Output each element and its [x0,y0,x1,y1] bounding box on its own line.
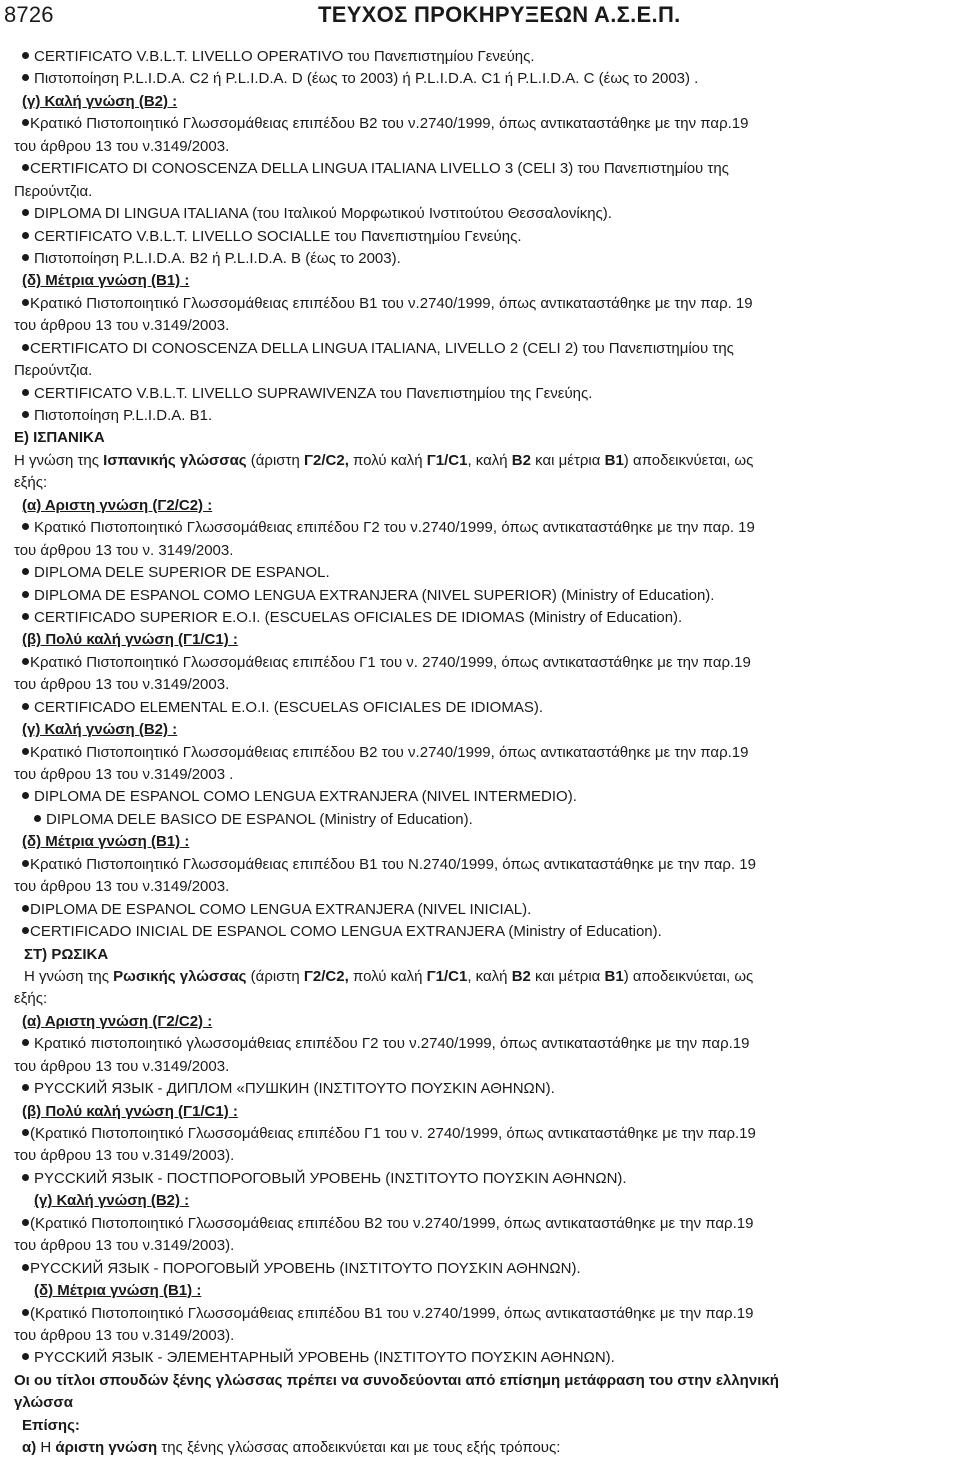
section-heading [14,1190,960,1212]
bullet-icon [34,815,41,822]
text-run: και μέτρια [530,451,605,469]
list-item-text: DIPLOMA DE ESPANOL COMO LENGUA EXTRANJERA (NIVEL INTERMEDIO). [34,788,577,806]
list-item [14,248,960,270]
list-item [14,226,960,248]
section-heading [14,831,960,853]
heading-text: (δ) Μέτρια γνώση (Β1) : [22,833,190,851]
bullet-icon [22,1084,29,1091]
list-item-continuation: του άρθρου 13 του ν.3149/2003. [14,1057,230,1075]
bullet-icon [22,792,29,799]
text-run-bold: Γ1/C1 [426,451,468,469]
heading-text: (δ) Μέτρια γνώση (Β1) : [22,272,190,290]
heading-text: (α) Αριστη γνώση (Γ2/C2) : [22,496,213,514]
closing-paragraph [14,1437,960,1459]
list-item-continuation: Περούντζια. [14,362,93,380]
bullet-icon [22,254,29,261]
list-item-text: Κρατικό πιστοποιητικό γλωσσομάθειας επιπέδου Γ2 του ν.2740/1999, όπως αντικαταστάθηκε με την παρ.19 [34,1035,750,1053]
heading-text: (β) Πολύ καλή γνώση (Γ1/C1) : [22,1102,238,1120]
list-item-continuation: του άρθρου 13 του ν.3149/2003. [14,137,230,155]
bullet-icon [22,703,29,710]
list-item [14,46,960,68]
translation-note-continuation: γλώσσα [14,1394,73,1412]
list-item-text: (Κρατικό Πιστοποιητικό Γλωσσομάθειας επιπέδου Γ1 του ν. 2740/1999, όπως αντικαταστάθηκε με την παρ.19 [30,1125,756,1142]
list-item [14,113,960,135]
list-item [14,899,960,921]
list-item-continuation: του άρθρου 13 του ν.3149/2003. [14,317,230,335]
list-item-text: (Κρατικό Πιστοποιητικό Γλωσσομάθειας επιπέδου Β2 του ν.2740/1999, όπως αντικαταστάθηκε με την παρ.19 [30,1214,754,1232]
list-item [14,293,960,315]
text-run: της ξένης γλώσσας αποδεικνύεται και με τους εξής τρόπους: [157,1439,561,1457]
list-item [14,158,960,180]
list-item-text: CERTIFICADO SUPERIOR E.O.I. (ESCUELAS OFICIALES DE IDIOMAS (Ministry of Education). [34,608,683,626]
list-item-text: Κρατικό Πιστοποιητικό Γλωσσομάθειας επιπέδου Β1 του ν.2740/1999, όπως αντικαταστάθηκε με την παρ. 19 [30,294,753,312]
bullet-icon [22,658,29,665]
text-run: πολύ καλή [348,967,427,985]
text-run-bold: Β2 [511,967,531,985]
list-item [14,203,960,225]
text-run: Η [36,1439,56,1457]
list-item [14,1347,960,1369]
bullet-icon [22,523,29,530]
list-item [14,1213,960,1235]
list-item-text: CERTIFICATO V.B.L.T. LIVELLO SUPRAWIVENZA του Πανεπιστημίου της Γενεύης. [34,384,593,402]
list-item-text: Κρατικό Πιστοποιητικό Γλωσσομάθειας επιπέδου Β1 του Ν.2740/1999, όπως αντικαταστάθηκε με την παρ. 19 [30,855,756,873]
bullet-icon [22,1264,29,1271]
list-item-text: CERTIFICATO V.B.L.T. LIVELLO SOCIALLE του Πανεπιστημίου Γενεύης. [34,227,522,245]
section-heading [14,719,960,741]
paragraph-continuation: εξής: [14,990,48,1008]
list-item-text: CERTIFICADO INICIAL DE ESPANOL COMO LENGUA EXTRANJERA (Ministry of Education). [30,923,662,941]
translation-note: Οι ου τίτλοι σπουδών ξένης γλώσσας πρέπει να συνοδεύονται από επίσημη μετάφραση του στην ελληνική [14,1371,779,1389]
list-item-text: Πιστοποίηση P.L.I.D.A. B2 ή P.L.I.D.A. B (έως το 2003). [34,249,401,267]
list-item [14,742,960,764]
list-item-text: Κρατικό Πιστοποιητικό Γλωσσομάθειας επιπέδου Γ1 του ν. 2740/1999, όπως αντικαταστάθηκε με την παρ.19 [30,653,751,671]
bullet-icon [22,1309,29,1316]
heading-text: (γ) Καλή γνώση (Β2) : [34,1192,190,1210]
bullet-icon [22,860,29,867]
text-run-bold: Ισπανικής γλώσσας [103,451,247,469]
list-item [14,854,960,876]
bullet-icon [22,927,29,934]
bullet-icon [22,568,29,575]
list-item [14,383,960,405]
text-run-bold: Β2 [511,451,531,469]
bullet-icon [22,344,29,351]
bullet-icon [22,1219,29,1226]
section-heading [14,270,960,292]
paragraph-continuation: εξής: [14,474,48,492]
list-item [14,338,960,360]
text-run-bold: Ρωσικής γλώσσας [113,967,247,985]
page-number: 8726 [4,2,54,27]
list-item [14,1078,960,1100]
bullet-icon [22,748,29,755]
list-item [14,1258,960,1280]
list-item [14,585,960,607]
list-item [14,697,960,719]
list-item [14,405,960,427]
heading-text: (γ) Καλή γνώση (Β2) : [22,721,178,739]
bullet-icon [22,74,29,81]
list-item-text: (Κρατικό Πιστοποιητικό Γλωσσομάθειας επιπέδου Β1 του ν.2740/1999, όπως αντικαταστάθηκε με την παρ.19 [30,1304,754,1322]
list-item-text: DIPLOMA DE ESPANOL COMO LENGUA EXTRANJERA (NIVEL INICIAL). [30,900,532,918]
bullet-icon [22,1174,29,1181]
section-heading [14,91,960,113]
bullet-icon [22,591,29,598]
bullet-icon [22,209,29,216]
bullet-icon [22,1129,29,1136]
list-item-text: CERTIFICATO DI CONOSCENZA DELLA LINGUA ITALIANA LIVELLO 3 (CELI 3) του Πανεπιστημίου της [30,160,729,178]
text-run: πολύ καλή [348,451,427,469]
list-item-continuation: του άρθρου 13 του ν. 3149/2003. [14,541,234,559]
text-run-bold: Β1 [604,967,624,985]
section-heading [14,1280,960,1302]
list-item-text: CERTIFICATO DI CONOSCENZA DELLA LINGUA ITALIANA, LIVELLO 2 (CELI 2) του Πανεπιστημίου της [30,339,734,357]
text-run-bold: Γ2/C2, [304,451,349,469]
list-item [14,1303,960,1325]
also-heading: Επίσης: [22,1416,80,1434]
list-item [14,517,960,539]
bullet-icon [22,164,29,171]
section-heading [14,495,960,517]
text-run: , καλή [467,451,512,469]
text-run-bold: Β1 [604,451,624,469]
heading-text: (α) Αριστη γνώση (Γ2/C2) : [22,1012,213,1030]
list-item-continuation: του άρθρου 13 του ν.3149/2003. [14,676,230,694]
list-item-text: CERTIFICATO V.B.L.T. LIVELLO OPERATIVO του Πανεπιστημίου Γενεύης. [34,48,535,65]
list-item-continuation: του άρθρου 13 του ν.3149/2003). [14,1147,235,1165]
list-item [14,809,960,831]
list-item-continuation: του άρθρου 13 του ν.3149/2003 . [14,766,234,783]
section-heading [14,629,960,651]
text-run: και μέτρια [530,967,605,985]
list-item-continuation: Περούντζια. [14,182,93,200]
bullet-icon [22,411,29,418]
page-header [0,0,960,40]
section-title-russian: ΣΤ) ΡΩΣΙΚΑ [24,945,109,963]
list-item-continuation: του άρθρου 13 του ν.3149/2003). [14,1237,235,1255]
list-item [14,1123,960,1145]
text-run-bold: α) [22,1439,37,1457]
bullet-icon [22,389,29,396]
bullet-icon [22,613,29,620]
list-item-text: Κρατικό Πιστοποιητικό Γλωσσομάθειας επιπέδου Γ2 του ν.2740/1999, όπως αντικαταστάθηκε με την παρ. 19 [34,519,755,537]
list-item-continuation: του άρθρου 13 του ν.3149/2003. [14,878,230,896]
list-item-text: Κρατικό Πιστοποιητικό Γλωσσομάθειας επιπέδου Β2 του ν.2740/1999, όπως αντικαταστάθηκε με την παρ.19 [30,743,749,761]
section-heading [14,1101,960,1123]
document-body [14,46,960,1460]
bullet-icon [22,1039,29,1046]
list-item-text: Πιστοποίηση P.L.I.D.A. C2 ή P.L.I.D.A. D (έως το 2003) ή P.L.I.D.A. C1 ή P.L.I.D.A. C (έως το 2003) . [34,70,699,88]
list-item [14,68,960,90]
list-item [14,786,960,808]
list-item [14,921,960,943]
list-item-text: PYCCKИЙ ЯЗЫК - ЭЛЕМЕНТАРНЫЙ УРОВЕНЬ (ΙΝΣΤΙΤΟΥΤΟ ΠΟΥΣΚΙΝ ΑΘΗΝΩΝ). [34,1349,615,1367]
section-title-spanish: Ε) ΙΣΠΑΝΙΚΑ [14,429,105,447]
list-item [14,1168,960,1190]
list-item-text: DIPLOMA DE ESPANOL COMO LENGUA EXTRANJERA (NIVEL SUPERIOR) (Ministry of Education). [34,586,715,604]
issue-title: ΤΕΥΧΟΣ ΠΡΟΚΗΡΥΞΕΩΝ Α.Σ.Ε.Π. [318,2,681,27]
list-item-text: DIPLOMA DELE SUPERIOR DE ESPANOL. [34,564,330,582]
paragraph-intro [14,966,960,988]
section-heading [14,1011,960,1033]
heading-text: (δ) Μέτρια γνώση (Β1) : [34,1282,202,1300]
text-run-bold: άριστη γνώση [55,1439,158,1457]
text-run: ) αποδεικνύεται, ως [623,451,754,469]
list-item [14,607,960,629]
paragraph-intro [14,450,960,472]
text-run-bold: Γ1/C1 [426,967,468,985]
text-run: , καλή [467,967,512,985]
bullet-icon [22,905,29,912]
list-item-text: PYCCKИЙ ЯЗЫК - ПОРОГОВЫЙ УРОВЕНЬ (ΙΝΣΤΙΤΟΥΤΟ ΠΟΥΣΚΙΝ ΑΘΗΝΩΝ). [30,1259,581,1277]
text-run: ) αποδεικνύεται, ως [623,967,754,985]
text-run-bold: Γ2/C2, [303,967,349,985]
text-run: (άριστη [246,967,304,985]
bullet-icon [22,52,29,59]
text-run: (άριστη [246,451,304,469]
bullet-icon [22,299,29,306]
text-run: Η γνώση της [14,451,104,469]
list-item-continuation: του άρθρου 13 του ν.3149/2003). [14,1326,235,1344]
list-item-text: PYCCKИЙ ЯЗЫК - ПОСТПОРОГОВЫЙ УРОВЕНЬ (ΙΝΣΤΙΤΟΥΤΟ ΠΟΥΣΚΙΝ ΑΘΗΝΩΝ). [34,1169,627,1187]
text-run: Η γνώση της [24,967,114,985]
list-item-text: DIPLOMA DELE BASICO DE ESPANOL (Ministry of Education). [46,810,473,828]
bullet-icon [22,1353,29,1360]
list-item-text: Πιστοποίηση P.L.I.D.A. B1. [34,407,213,424]
bullet-icon [22,232,29,239]
list-item-text: DIPLOMA DI LINGUA ITALIANA (του Ιταλικού Μορφωτικού Ινστιτούτου Θεσσαλονίκης). [34,205,612,223]
list-item [14,1033,960,1055]
list-item [14,562,960,584]
list-item-text: Κρατικό Πιστοποιητικό Γλωσσομάθειας επιπέδου Β2 του ν.2740/1999, όπως αντικαταστάθηκε με την παρ.19 [30,115,749,133]
list-item-text: PYCCKИЙ ЯЗЫК - ДИПЛОМ «ПУШКИН (ΙΝΣΤΙΤΟΥΤΟ ΠΟΥΣΚΙΝ ΑΘΗΝΩΝ). [34,1080,555,1098]
list-item [14,652,960,674]
bullet-icon [22,119,29,126]
list-item-text: CERTIFICADO ELEMENTAL E.O.I. (ESCUELAS OFICIALES DE IDIOMAS). [34,698,543,716]
heading-text: (β) Πολύ καλή γνώση (Γ1/C1) : [22,631,238,649]
heading-text: (γ) Καλή γνώση (Β2) : [22,92,178,110]
